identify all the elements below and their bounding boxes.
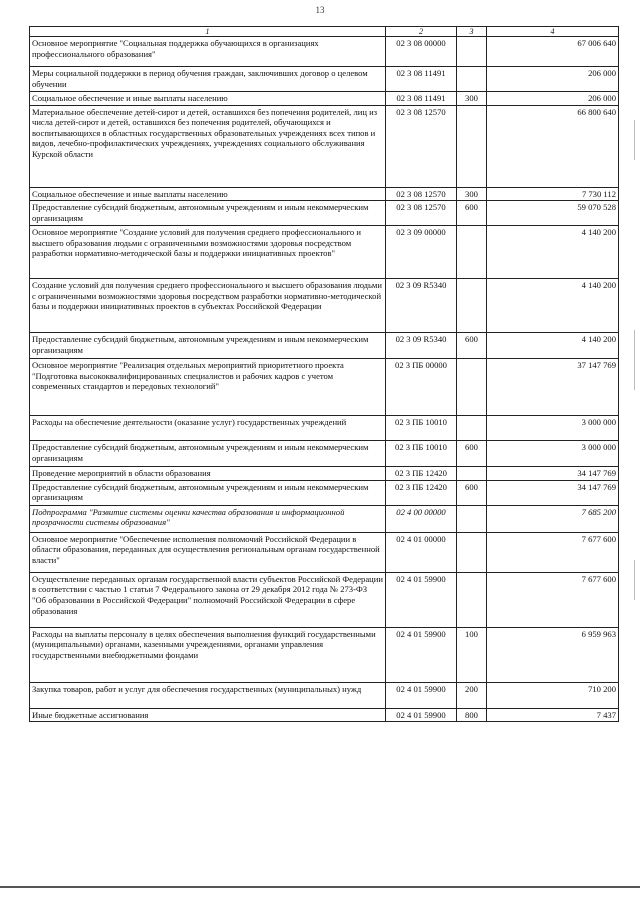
table-row <box>30 359 619 416</box>
cell-name: Основное мероприятие "Обеспечение исполнения полномочий Российской Федерации в области образования, переданных для осуществления региональным органам государственной власти" <box>30 532 386 572</box>
cell-name: Расходы на обеспечение деятельности (оказание услуг) государственных учреждений <box>30 416 386 441</box>
cell-name: Меры социальной поддержки в период обучения граждан, заключивших договор о целевом обучении <box>30 67 386 92</box>
table-row <box>30 416 619 441</box>
page-number: 13 <box>315 5 325 15</box>
table-row <box>30 627 619 682</box>
cell-code: 02 3 09 R5340 <box>386 279 457 333</box>
cell-name: Социальное обеспечение и иные выплаты населению <box>30 187 386 201</box>
cell-expense-type <box>457 467 487 481</box>
table-row <box>30 480 619 505</box>
cell-code: 02 3 ПБ 10010 <box>386 441 457 467</box>
cell-code: 02 3 ПБ 10010 <box>386 416 457 441</box>
cell-amount: 710 200 <box>487 682 619 708</box>
cell-code: 02 3 08 12570 <box>386 187 457 201</box>
table-row <box>30 279 619 333</box>
cell-amount: 4 140 200 <box>487 333 619 359</box>
cell-amount: 66 800 640 <box>487 105 619 187</box>
margin-mark <box>634 120 635 160</box>
table-row <box>30 187 619 201</box>
cell-name: Социальное обеспечение и иные выплаты населению <box>30 92 386 106</box>
column-header-code: 2 <box>386 27 457 37</box>
cell-amount: 37 147 769 <box>487 359 619 416</box>
margin-mark <box>634 560 635 600</box>
cell-amount: 3 000 000 <box>487 441 619 467</box>
cell-expense-type: 600 <box>457 480 487 505</box>
cell-code: 02 3 08 11491 <box>386 67 457 92</box>
cell-name: Осуществление переданных органам государственной власти субъектов Российской Федерации в соответствии с частью 1 статьи 7 Федерального закона от 29 декабря 2012 года № 273-ФЗ "Об образовании в Российской Федерации" полномочий Российской Федерации в сфере образования <box>30 572 386 627</box>
cell-name: Основное мероприятие "Создание условий для получения среднего профессионального и высшего образования людьми с ограниченными возможностями здоровья посредством разработки нормативно-методической базы и поддержки инициативных проектов" <box>30 226 386 279</box>
column-header-name: 1 <box>30 27 386 37</box>
cell-code: 02 3 ПБ 00000 <box>386 359 457 416</box>
cell-expense-type <box>457 532 487 572</box>
cell-expense-type: 600 <box>457 201 487 226</box>
cell-code: 02 3 08 00000 <box>386 37 457 67</box>
cell-name: Создание условий для получения среднего профессионального и высшего образования людьми с ограниченными возможностями здоровья посредством разработки нормативно-методической базы и поддержки инициативных проектов в субъектах Российской Федерации <box>30 279 386 333</box>
cell-name: Иные бюджетные ассигнования <box>30 708 386 722</box>
cell-amount: 7 730 112 <box>487 187 619 201</box>
table-row <box>30 572 619 627</box>
cell-amount: 206 000 <box>487 67 619 92</box>
table-row <box>30 467 619 481</box>
cell-expense-type: 300 <box>457 92 487 106</box>
cell-amount: 59 070 528 <box>487 201 619 226</box>
cell-expense-type: 600 <box>457 441 487 467</box>
column-header-expense-type: 3 <box>457 27 487 37</box>
cell-amount: 7 685 200 <box>487 505 619 532</box>
table-row <box>30 532 619 572</box>
cell-code: 02 4 01 59900 <box>386 627 457 682</box>
cell-code: 02 4 00 00000 <box>386 505 457 532</box>
cell-name: Проведение мероприятий в области образования <box>30 467 386 481</box>
cell-code: 02 3 08 12570 <box>386 201 457 226</box>
cell-expense-type <box>457 279 487 333</box>
margin-mark <box>634 330 635 390</box>
cell-amount: 7 677 600 <box>487 532 619 572</box>
cell-code: 02 3 ПБ 12420 <box>386 480 457 505</box>
cell-expense-type: 600 <box>457 333 487 359</box>
cell-expense-type <box>457 572 487 627</box>
cell-expense-type: 800 <box>457 708 487 722</box>
budget-table <box>29 26 619 722</box>
bottom-rule <box>0 886 640 888</box>
cell-amount: 7 437 <box>487 708 619 722</box>
cell-name: Основное мероприятие "Реализация отдельных мероприятий приоритетного проекта "Подготовка высококвалифицированных специалистов и рабочих кадров с учетом современных стандартов и передовых технологий" <box>30 359 386 416</box>
cell-code: 02 4 01 59900 <box>386 572 457 627</box>
cell-name: Материальное обеспечение детей-сирот и детей, оставшихся без попечения родителей, лиц из числа детей-сирот и детей, оставшихся без попечения родителей, обучающихся и воспитывающихся в областных государственных образовательных учреждениях всех типов и видов, лечебно-профилактических учреждениях, учреждениях социального обслуживания Курской области <box>30 105 386 187</box>
cell-name: Расходы на выплаты персоналу в целях обеспечения выполнения функций государственными (муниципальными) органами, казенными учреждениями, органами управления государственными внебюджетными фондами <box>30 627 386 682</box>
cell-amount: 67 006 640 <box>487 37 619 67</box>
cell-amount: 6 959 963 <box>487 627 619 682</box>
table-row <box>30 333 619 359</box>
cell-name: Закупка товаров, работ и услуг для обеспечения государственных (муниципальных) нужд <box>30 682 386 708</box>
cell-expense-type <box>457 37 487 67</box>
cell-amount: 34 147 769 <box>487 480 619 505</box>
table-row <box>30 226 619 279</box>
table-row <box>30 505 619 532</box>
cell-code: 02 4 01 59900 <box>386 682 457 708</box>
cell-amount: 4 140 200 <box>487 279 619 333</box>
cell-name: Предоставление субсидий бюджетным, автономным учреждениям и иным некоммерческим организациям <box>30 333 386 359</box>
cell-code: 02 4 01 59900 <box>386 708 457 722</box>
cell-name: Предоставление субсидий бюджетным, автономным учреждениям и иным некоммерческим организациям <box>30 441 386 467</box>
cell-expense-type <box>457 226 487 279</box>
cell-name: Основное мероприятие "Социальная поддержка обучающихся в организациях профессионального образования" <box>30 37 386 67</box>
cell-name: Предоставление субсидий бюджетным, автономным учреждениям и иным некоммерческим организациям <box>30 201 386 226</box>
cell-amount: 4 140 200 <box>487 226 619 279</box>
table-row <box>30 682 619 708</box>
cell-expense-type <box>457 416 487 441</box>
cell-amount: 34 147 769 <box>487 467 619 481</box>
cell-expense-type <box>457 505 487 532</box>
table-row <box>30 37 619 67</box>
cell-amount: 206 000 <box>487 92 619 106</box>
header-row <box>30 27 619 37</box>
table-row <box>30 441 619 467</box>
cell-amount: 3 000 000 <box>487 416 619 441</box>
cell-code: 02 3 09 00000 <box>386 226 457 279</box>
cell-name: Предоставление субсидий бюджетным, автономным учреждениям и иным некоммерческим организациям <box>30 480 386 505</box>
cell-code: 02 3 08 11491 <box>386 92 457 106</box>
cell-name: Подпрограмма "Развитие системы оценки качества образования и информационной прозрачности системы образования" <box>30 505 386 532</box>
table-row <box>30 105 619 187</box>
cell-expense-type: 100 <box>457 627 487 682</box>
cell-expense-type: 200 <box>457 682 487 708</box>
cell-code: 02 4 01 00000 <box>386 532 457 572</box>
table-row <box>30 201 619 226</box>
cell-expense-type <box>457 67 487 92</box>
cell-expense-type <box>457 359 487 416</box>
cell-code: 02 3 08 12570 <box>386 105 457 187</box>
table-row <box>30 67 619 92</box>
column-header-amount: 4 <box>487 27 619 37</box>
cell-code: 02 3 09 R5340 <box>386 333 457 359</box>
cell-amount: 7 677 600 <box>487 572 619 627</box>
cell-code: 02 3 ПБ 12420 <box>386 467 457 481</box>
table-row <box>30 708 619 722</box>
table-row <box>30 92 619 106</box>
cell-expense-type <box>457 105 487 187</box>
cell-expense-type: 300 <box>457 187 487 201</box>
